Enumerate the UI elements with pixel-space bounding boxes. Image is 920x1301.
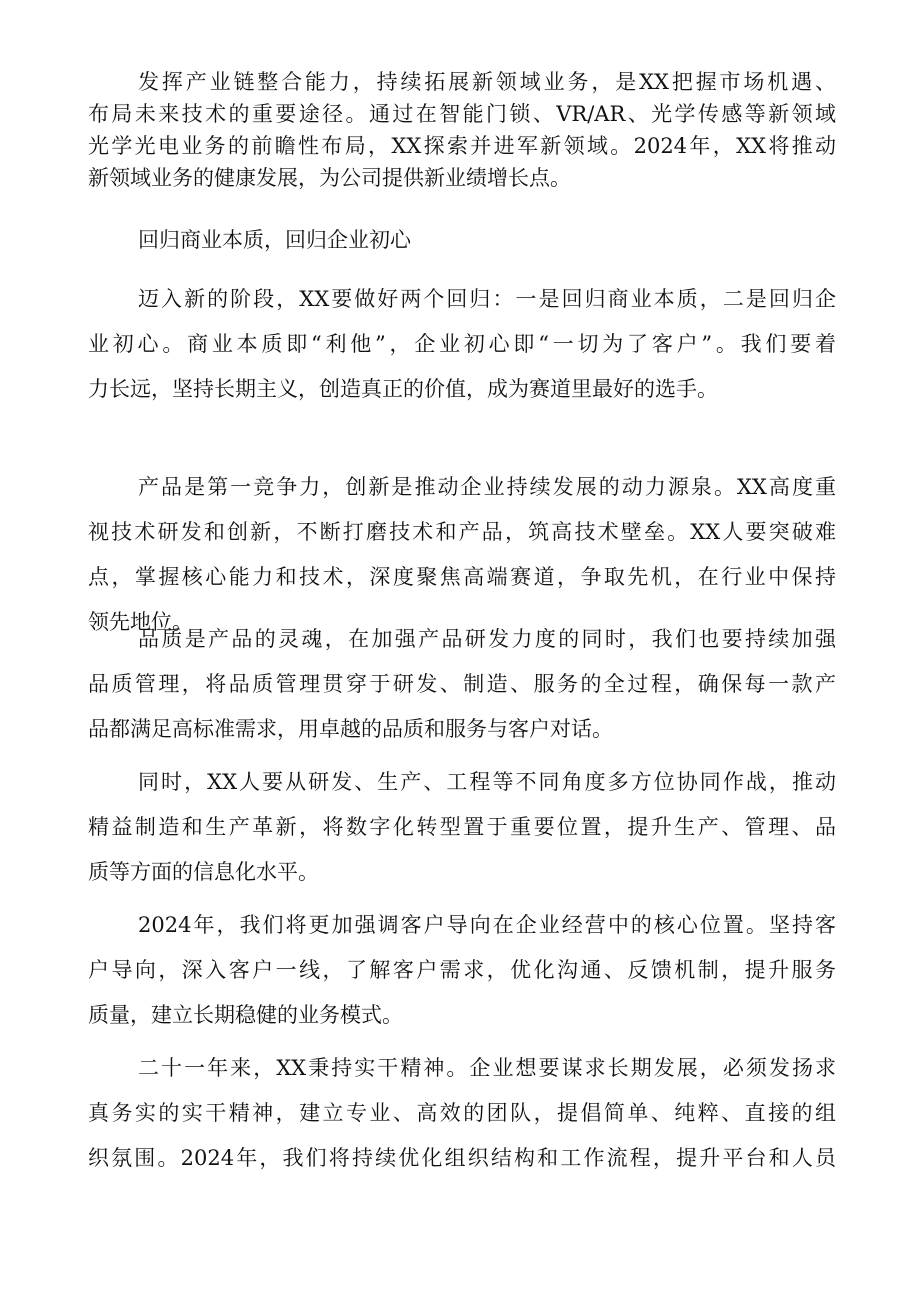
text-line: 品质管理，将品质管理贯穿于研发、制造、服务的全过程，确保每一款产: [88, 672, 836, 696]
paragraph-customer-orientation: [88, 903, 836, 1038]
text-line: 质量，建立长期稳健的业务模式。: [88, 1003, 403, 1027]
text-line: 户导向，深入客户一线，了解客户需求，优化沟通、反馈机制，提升服务: [88, 958, 836, 982]
text-line: 质等方面的信息化水平。: [88, 860, 319, 884]
paragraph-practical-spirit: [88, 1046, 836, 1181]
paragraph-new-fields: [88, 66, 836, 194]
text-line: 业初心。商业本质即“利他”，企业初心即“一切为了客户”。我们要着: [88, 332, 836, 356]
text-line: 新领域业务的健康发展，为公司提供新业绩增长点。: [88, 166, 571, 190]
text-line: 品质是产品的灵魂，在加强产品研发力度的同时，我们也要持续加强: [138, 627, 836, 651]
text-line: 迈入新的阶段，XX要做好两个回归：一是回归商业本质，二是回归企: [138, 287, 836, 311]
text-line: 领先地位。: [88, 610, 193, 634]
text-line: 二十一年来，XX秉持实干精神。企业想要谋求长期发展，必须发扬求: [138, 1056, 836, 1080]
text-line: 精益制造和生产革新，将数字化转型置于重要位置，提升生产、管理、品: [88, 815, 836, 839]
text-line: 产品是第一竞争力，创新是推动企业持续发展的动力源泉。XX高度重: [138, 475, 836, 499]
paragraph-two-returns: [88, 277, 836, 412]
text-line: 同时，XX人要从研发、生产、工程等不同角度多方位协同作战，推动: [138, 770, 836, 794]
text-line: 布局未来技术的重要途径。通过在智能门锁、VR/AR、光学传感等新领域: [88, 102, 836, 126]
text-line: 品都满足高标准需求，用卓越的品质和服务与客户对话。: [88, 717, 613, 741]
section-heading: [88, 222, 836, 258]
text-line: 2024年，我们将更加强调客户导向在企业经营中的核心位置。坚持客: [138, 913, 836, 937]
text-line: 点，掌握核心能力和技术，深度聚焦高端赛道，争取先机，在行业中保持: [88, 565, 836, 589]
text-line: 光学光电业务的前瞻性布局，XX探索并进军新领域。2024年，XX将推动: [88, 134, 836, 158]
paragraph-collaboration: [88, 760, 836, 895]
paragraph-quality: [88, 617, 836, 752]
text-line: 视技术研发和创新，不断打磨技术和产品，筑高技术壁垒。XX人要突破难: [88, 520, 836, 544]
text-line: 真务实的实干精神，建立专业、高效的团队，提倡简单、纯粹、直接的组: [88, 1101, 836, 1125]
text-line: 织氛围。2024年，我们将持续优化组织结构和工作流程，提升平台和人员: [88, 1146, 836, 1170]
section-heading-text: 回归商业本质，回归企业初心: [138, 228, 411, 252]
text-line: 力长远，坚持长期主义，创造真正的价值，成为赛道里最好的选手。: [88, 377, 718, 401]
text-line: 发挥产业链整合能力，持续拓展新领域业务，是XX把握市场机遇、: [138, 70, 836, 94]
